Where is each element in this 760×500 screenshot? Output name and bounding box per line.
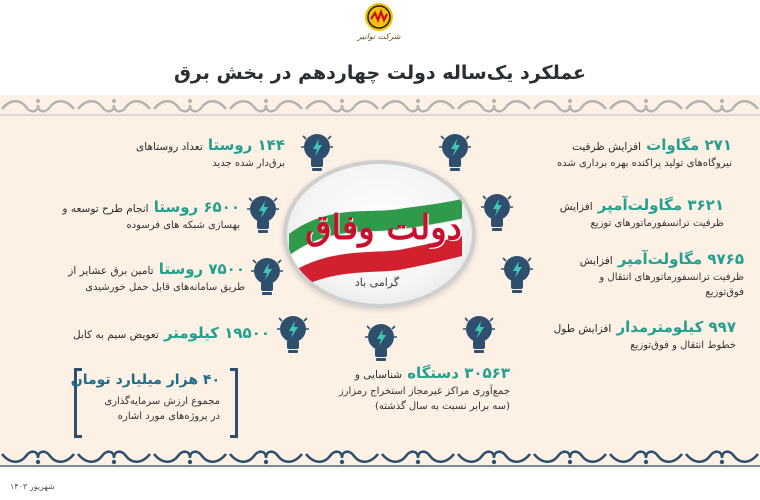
stat-value: ۱۹۵۰۰ کیلومتر bbox=[163, 324, 270, 342]
lightbulb-icon bbox=[246, 194, 280, 234]
stat-value: ۳۶۲۱ مگاولت‌آمپر bbox=[597, 196, 724, 214]
stat-desc: فوق‌توزیع bbox=[705, 287, 744, 298]
center-logo-sub: گرامی باد bbox=[354, 276, 400, 289]
company-logo bbox=[355, 2, 403, 56]
stat-label: افزایش ظرفیت bbox=[572, 141, 642, 153]
stat-value: ۳۰۵۶۳ دستگاه bbox=[407, 364, 510, 382]
stat-value: ۲۷۱ مگاوات bbox=[646, 136, 732, 154]
stat-desc: خطوط انتقال و فوق‌توزیع bbox=[630, 340, 736, 351]
stat-label: انجام طرح توسعه و bbox=[62, 203, 149, 215]
lightbulb-icon bbox=[438, 132, 472, 172]
stat-value: ۹۹۷ کیلومترمدار bbox=[616, 318, 736, 336]
stat-desc: (سه برابر نسبت به سال گذشته) bbox=[375, 401, 510, 412]
footer-background bbox=[0, 468, 760, 500]
stat-value: ۶۵۰۰ روستا bbox=[153, 198, 240, 216]
footer-date: شهریور ۱۴۰۳ bbox=[10, 482, 55, 491]
stat-value: ۷۵۰۰ روستا bbox=[158, 260, 245, 278]
stat-desc: نیروگاه‌های تولید پراکنده بهره برداری شده bbox=[556, 158, 732, 169]
stat-value: ۹۷۶۵ مگاولت‌آمپر bbox=[617, 250, 744, 268]
lightbulb-icon bbox=[462, 314, 496, 354]
stat-label: شناسایی و bbox=[354, 369, 403, 381]
page-title: عملکرد یک‌ساله دولت چهاردهم در بخش برق bbox=[173, 62, 587, 84]
lightbulb-icon bbox=[300, 132, 334, 172]
stat-desc: ظرفیت ترانسفورماتورهای توزیع bbox=[590, 218, 724, 229]
badge-desc-line: مجموع ارزش سرمایه‌گذاری bbox=[104, 396, 220, 407]
stat-label: افزایش طول bbox=[553, 323, 612, 335]
stat-label: تعداد روستاهای bbox=[136, 141, 203, 153]
lightbulb-icon bbox=[250, 256, 284, 296]
badge-value: ۴۰ هزار میلیارد تومان bbox=[70, 372, 220, 388]
stat-label: تعویض سیم به کابل bbox=[72, 329, 159, 341]
stat-value: ۱۴۴ روستا bbox=[207, 136, 285, 154]
top-ornament bbox=[0, 95, 760, 119]
tavanir-logo-icon bbox=[364, 2, 394, 32]
stat-label: افزایش bbox=[579, 255, 613, 267]
logo-text: شرکت توانیر bbox=[357, 32, 401, 41]
center-emblem bbox=[283, 160, 476, 308]
stat-desc: طریق سامانه‌های قابل حمل خورشیدی bbox=[85, 282, 245, 293]
investment-badge bbox=[70, 368, 238, 438]
lightbulb-icon bbox=[480, 192, 514, 232]
stat-desc: ظرفیت ترانسفورماتورهای انتقال و bbox=[599, 272, 744, 283]
center-logo-main: دولت وفاق bbox=[305, 208, 462, 248]
badge-desc bbox=[104, 394, 220, 424]
stat-desc: جمع‌آوری مراکز غیرمجاز استخراج رمزارز bbox=[338, 386, 510, 397]
stat-label: افزایش bbox=[559, 201, 593, 213]
bottom-ornament bbox=[0, 444, 760, 468]
lightbulb-icon bbox=[276, 314, 310, 354]
lightbulb-icon bbox=[364, 322, 398, 362]
stat-desc: بهسازی شبکه های فرسوده bbox=[126, 220, 240, 231]
bracket-right bbox=[230, 368, 238, 438]
stat-desc: برق‌دار شده جدید bbox=[212, 158, 285, 169]
lightbulb-icon bbox=[500, 254, 534, 294]
badge-desc-line: در پروژه‌های مورد اشاره bbox=[117, 411, 220, 422]
stat-label: تامین برق عشایر از bbox=[68, 265, 154, 277]
